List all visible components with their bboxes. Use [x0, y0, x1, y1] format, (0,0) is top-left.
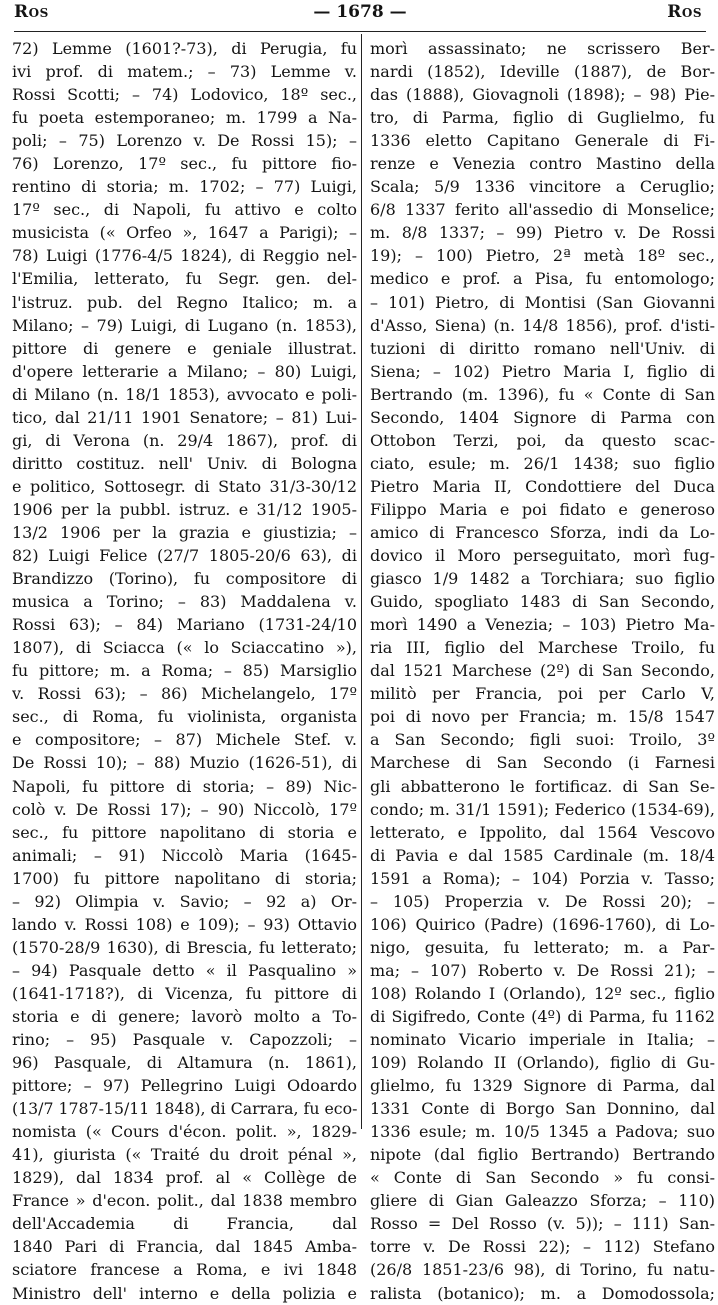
- text-line: Ministro dell' interno e della polizia e: [12, 1283, 357, 1303]
- text-line: 106) Quirico (Padre) (1696-1760), di Lo-: [370, 914, 715, 934]
- text-line: amico di Francesco Sforza, indi da Lo-: [370, 522, 715, 542]
- text-line: 96) Pasquale, di Altamura (n. 1861),: [12, 1053, 357, 1073]
- text-line: l'Emilia, letterato, fu Segr. gen. del-: [12, 269, 357, 289]
- text-line: d'Asso, Siena) (n. 14/8 1856), prof. d'isti-: [370, 315, 715, 335]
- text-line: Bertrando (m. 1396), fu « Conte di San: [370, 384, 715, 404]
- text-line: l'istruz. pub. del Regno Italico; m. a: [12, 292, 357, 312]
- text-line: lando v. Rossi 108) e 109); – 93) Ottavio: [12, 914, 357, 934]
- text-line: dell'Accademia di Francia, dal: [12, 1214, 357, 1234]
- text-line: 17º sec., di Napoli, fu attivo e colto: [12, 200, 357, 220]
- text-line: v. Rossi 63); – 86) Michelangelo, 17º: [12, 684, 357, 704]
- text-line: rino; – 95) Pasquale v. Capozzoli; –: [12, 1030, 357, 1050]
- text-line: 78) Luigi (1776-4/5 1824), di Reggio nel-: [12, 246, 357, 266]
- text-line: pittore; – 97) Pellegrino Luigi Odoardo: [12, 1076, 357, 1096]
- right-column: [370, 37, 715, 1305]
- text-line: – 101) Pietro, di Montisi (San Giovanni: [370, 292, 715, 312]
- text-line: medico e prof. a Pisa, fu entomologo;: [370, 269, 715, 289]
- text-line: poli; – 75) Lorenzo v. De Rossi 15); –: [12, 131, 357, 151]
- text-line: musicista (« Orfeo », 1647 a Parigi); –: [12, 223, 357, 243]
- text-line: Scala; 5/9 1336 vincitore a Ceruglio;: [370, 177, 715, 197]
- page-number: — 1678 —: [313, 2, 407, 22]
- text-line: Filippo Maria e poi fidato e generoso: [370, 499, 715, 519]
- text-line: renze e Venezia contro Mastino della: [370, 154, 715, 174]
- text-line: Rossi 63); – 84) Mariano (1731-24/10: [12, 615, 357, 635]
- text-line: e politico, Sottosegr. di Stato 31/3-30/12: [12, 476, 357, 496]
- text-line: Rosso = Del Rosso (v. 5)); – 111) San-: [370, 1214, 715, 1234]
- text-line: sec., fu pittore napolitano di storia e: [12, 822, 357, 842]
- text-line: France » d'econ. polit., dal 1838 membro: [12, 1191, 357, 1211]
- text-line: nomista (« Cours d'écon. polit. », 1829-: [12, 1122, 357, 1142]
- text-line: musica a Torino; – 83) Maddalena v.: [12, 592, 357, 612]
- text-line: 1840 Pari di Francia, dal 1845 Amba-: [12, 1237, 357, 1257]
- text-line: – 92) Olimpia v. Savio; – 92 a) Or-: [12, 891, 357, 911]
- text-line: m. 8/8 1337; – 99) Pietro v. De Rossi: [370, 223, 715, 243]
- text-line: giasco 1/9 1482 a Torchiara; suo figlio: [370, 569, 715, 589]
- text-line: fu pittore; m. a Roma; – 85) Marsiglio: [12, 661, 357, 681]
- text-line: 19); – 100) Pietro, 2ª metà 18º sec.,: [370, 246, 715, 266]
- text-line: das (1888), Giovagnoli (1898); – 98) Pie-: [370, 85, 715, 105]
- text-line: ivi prof. di matem.; – 73) Lemme v.: [12, 62, 357, 82]
- text-line: nardi (1852), Ideville (1887), de Bor-: [370, 62, 715, 82]
- text-line: 1829), dal 1834 prof. al « Collège de: [12, 1168, 357, 1188]
- text-line: colò v. De Rossi 17); – 90) Niccolò, 17º: [12, 799, 357, 819]
- text-line: rentino di storia; m. 1702; – 77) Luigi,: [12, 177, 357, 197]
- text-line: Ottobon Terzi, poi, da questo scac-: [370, 430, 715, 450]
- text-line: tuzioni di diritto romano nell'Univ. di: [370, 338, 715, 358]
- text-line: fu poeta estemporaneo; m. 1799 a Na-: [12, 108, 357, 128]
- text-line: 109) Rolando II (Orlando), figlio di Gu-: [370, 1053, 715, 1073]
- header-left-word: Ros: [14, 2, 49, 22]
- text-line: 1700) fu pittore napolitano di storia;: [12, 868, 357, 888]
- text-line: a San Secondo; figli suoi: Troilo, 3º: [370, 730, 715, 750]
- text-line: e compositore; – 87) Michele Stef. v.: [12, 730, 357, 750]
- text-line: 1331 Conte di Borgo San Donnino, dal: [370, 1099, 715, 1119]
- text-line: Siena; – 102) Pietro Maria I, figlio di: [370, 361, 715, 381]
- text-line: 72) Lemme (1601?-73), di Perugia, fu: [12, 39, 357, 58]
- text-line: (1641-1718?), di Vicenza, fu pittore di: [12, 983, 357, 1003]
- text-line: glielmo, fu 1329 Signore di Parma, dal: [370, 1076, 715, 1096]
- text-line: – 94) Pasquale detto « il Pasqualino »: [12, 960, 357, 980]
- text-line: nipote (dal figlio Bertrando) Bertrando: [370, 1145, 715, 1165]
- text-line: poi di novo per Francia; m. 15/8 1547: [370, 707, 715, 727]
- text-line: 1336 esule; m. 10/5 1345 a Padova; suo: [370, 1122, 715, 1142]
- text-line: (13/7 1787-15/11 1848), di Carrara, fu eco-: [12, 1099, 357, 1119]
- running-header: [14, 2, 706, 28]
- text-line: (26/8 1851-23/6 98), di Torino, fu natu-: [370, 1260, 715, 1280]
- text-line: 1336 eletto Capitano Generale di Fi-: [370, 131, 715, 151]
- column-divider: [361, 34, 362, 1129]
- text-line: condo; m. 31/1 1591); Federico (1534-69),: [370, 799, 715, 819]
- text-line: gli abbatterono le fortificaz. di San Se-: [370, 776, 715, 796]
- text-line: storia e di genere; lavorò molto a To-: [12, 1006, 357, 1026]
- text-line: Rossi Scotti; – 74) Lodovico, 18º sec.,: [12, 85, 357, 105]
- text-line: Pietro Maria II, Condottiere del Duca: [370, 476, 715, 496]
- text-line: dovico il Moro perseguitato, morì fug-: [370, 546, 715, 566]
- text-line: morì 1490 a Venezia; – 103) Pietro Ma-: [370, 615, 715, 635]
- text-line: animali; – 91) Niccolò Maria (1645-: [12, 845, 357, 865]
- text-line: ma; – 107) Roberto v. De Rossi 21); –: [370, 960, 715, 980]
- text-line: nigo, gesuita, fu letterato; m. a Par-: [370, 937, 715, 957]
- text-line: « Conte di San Secondo » fu consi-: [370, 1168, 715, 1188]
- text-line: letterato, e Ippolito, dal 1564 Vescovo: [370, 822, 715, 842]
- text-line: Napoli, fu pittore di storia; – 89) Nic-: [12, 776, 357, 796]
- text-line: militò per Francia, poi per Carlo V,: [370, 684, 715, 704]
- text-line: tico, dal 21/11 1901 Senatore; – 81) Lui-: [12, 407, 357, 427]
- text-line: 13/2 1906 per la grazia e giustizia; –: [12, 522, 357, 542]
- text-line: pittore di genere e geniale illustrat.: [12, 338, 357, 358]
- text-line: Guido, spogliato 1483 di San Secondo,: [370, 592, 715, 612]
- text-line: 6/8 1337 ferito all'assedio di Monselice;: [370, 200, 715, 220]
- text-line: ria III, figlio del Marchese Troilo, fu: [370, 638, 715, 658]
- left-column: [12, 37, 357, 1305]
- text-line: di Sigifredo, Conte (4º) di Parma, fu 1162: [370, 1006, 715, 1026]
- text-line: 1807), di Sciacca (« lo Sciaccatino »),: [12, 638, 357, 658]
- text-line: dal 1521 Marchese (2º) di San Secondo,: [370, 661, 715, 681]
- text-line: diritto costituz. nell' Univ. di Bologna: [12, 453, 357, 473]
- text-line: di Milano (n. 18/1 1853), avvocato e poli-: [12, 384, 357, 404]
- text-line: 108) Rolando I (Orlando), 12º sec., figlio: [370, 983, 715, 1003]
- text-line: ralista (botanico); m. a Domodossola;: [370, 1283, 715, 1303]
- text-line: morì assassinato; ne scrissero Ber-: [370, 39, 715, 58]
- text-line: 82) Luigi Felice (27/7 1805-20/6 63), di: [12, 546, 357, 566]
- text-line: Milano; – 79) Luigi, di Lugano (n. 1853),: [12, 315, 357, 335]
- header-rule: [14, 31, 706, 32]
- text-line: – 105) Properzia v. De Rossi 20); –: [370, 891, 715, 911]
- text-line: (1570-28/9 1630), di Brescia, fu letterato;: [12, 937, 357, 957]
- text-line: tro, di Parma, figlio di Guglielmo, fu: [370, 108, 715, 128]
- text-line: torre v. De Rossi 22); – 112) Stefano: [370, 1237, 715, 1257]
- text-line: 1906 per la pubbl. istruz. e 31/12 1905-: [12, 499, 357, 519]
- text-line: ciato, esule; m. 26/1 1438; suo figlio: [370, 453, 715, 473]
- text-line: 1591 a Roma); – 104) Porzia v. Tasso;: [370, 868, 715, 888]
- text-line: nominato Vicario imperiale in Italia; –: [370, 1030, 715, 1050]
- text-line: gi, di Verona (n. 29/4 1867), prof. di: [12, 430, 357, 450]
- text-line: Marchese di San Secondo (i Farnesi: [370, 753, 715, 773]
- text-line: Secondo, 1404 Signore di Parma con: [370, 407, 715, 427]
- text-line: 41), giurista (« Traité du droit pénal »,: [12, 1145, 357, 1165]
- text-line: gliere di Gian Galeazzo Sforza; – 110): [370, 1191, 715, 1211]
- text-line: De Rossi 10); – 88) Muzio (1626-51), di: [12, 753, 357, 773]
- text-line: di Pavia e dal 1585 Cardinale (m. 18/4: [370, 845, 715, 865]
- text-line: Brandizzo (Torino), fu compositore di: [12, 569, 357, 589]
- header-right-word: Ros: [667, 2, 702, 22]
- text-line: 76) Lorenzo, 17º sec., fu pittore fio-: [12, 154, 357, 174]
- text-line: sec., di Roma, fu violinista, organista: [12, 707, 357, 727]
- text-line: d'opere letterarie a Milano; – 80) Luigi,: [12, 361, 357, 381]
- text-line: sciatore francese a Roma, e ivi 1848: [12, 1260, 357, 1280]
